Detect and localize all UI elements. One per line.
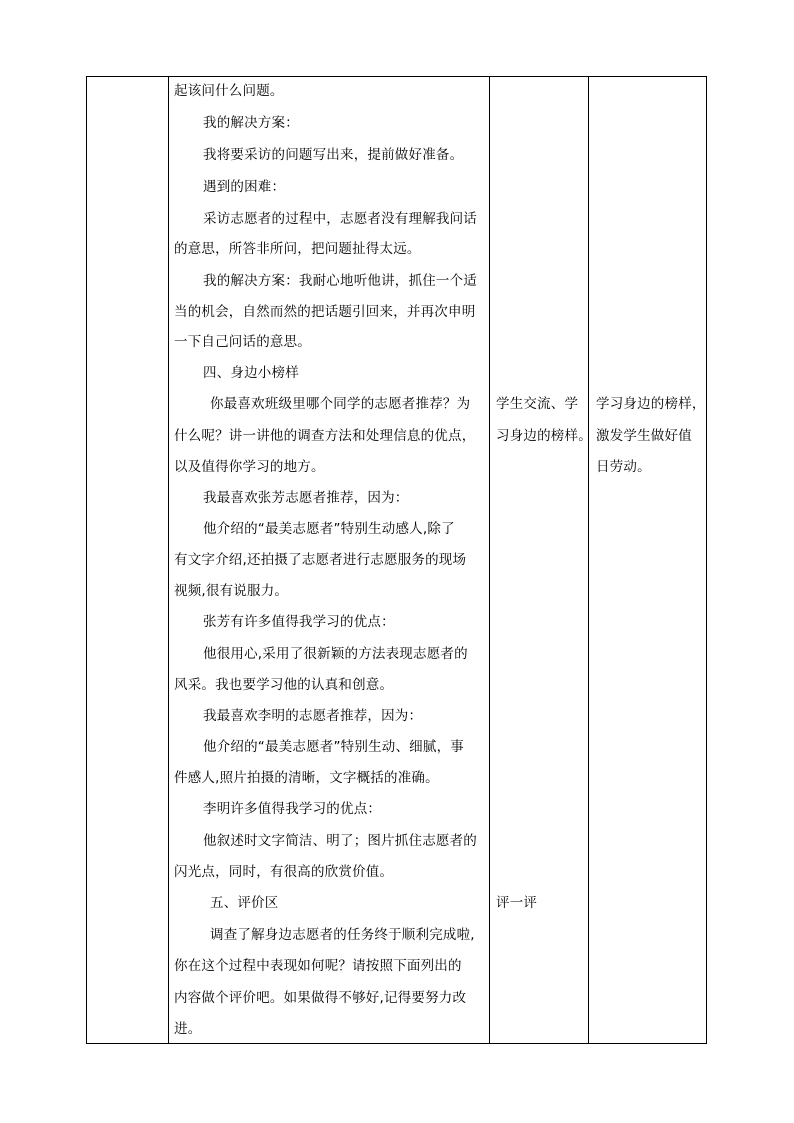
- text-line: 遇到的困难：: [203, 179, 286, 195]
- evaluation-label: 评一评: [496, 895, 538, 911]
- text-line: 他介绍的“最美志愿者”特别生动、细腻，事: [203, 739, 464, 755]
- table-divider-3: [588, 76, 589, 1044]
- text-line: 进。: [174, 1021, 202, 1037]
- text-line: 以及值得你学习的地方。: [174, 459, 325, 475]
- text-line: 他介绍的“最美志愿者”特别生动感人,除了: [203, 521, 455, 537]
- text-line: 内容做个评价吧。如果做得不够好,记得要努力改: [174, 990, 467, 1006]
- section-heading: 四、身边小榜样: [203, 365, 299, 381]
- activity-line: 习身边的榜样。: [496, 428, 592, 444]
- text-line: 风采。我也要学习他的认真和创意。: [174, 677, 394, 693]
- text-line: 我将要采访的问题写出来，提前做好准备。: [203, 147, 464, 163]
- table-divider-1: [168, 76, 169, 1044]
- text-line: 他很用心,采用了很新颖的方法表现志愿者的: [203, 646, 468, 662]
- text-line: 你在这个过程中表现如何呢？请按照下面列出的: [174, 958, 462, 974]
- section-heading: 五、评价区: [210, 895, 279, 911]
- text-line: 你最喜欢班级里哪个同学的志愿者推荐？为: [210, 396, 471, 412]
- text-line: 我最喜欢张芳志愿者推荐，因为：: [203, 490, 409, 506]
- text-line: 调查了解身边志愿者的任务终于顺利完成啦,: [210, 927, 475, 943]
- text-line: 我的解决方案：: [203, 115, 299, 131]
- text-line: 当的机会，自然而然的把话题引回来，并再次申明: [174, 304, 476, 320]
- intent-line: 日劳动。: [596, 459, 651, 475]
- table-bottom-border: [86, 1043, 707, 1044]
- text-line: 他叙述时文字简洁、明了；图片抓住志愿者的: [203, 833, 477, 849]
- table-top-border: [86, 76, 707, 77]
- intent-line: 学习身边的榜样，: [596, 396, 706, 412]
- text-line: 视频,很有说服力。: [174, 583, 289, 599]
- text-line: 有文字介绍,还拍摄了志愿者进行志愿服务的现场: [174, 552, 467, 568]
- text-line: 一下自己问话的意思。: [174, 334, 311, 350]
- text-line: 李明许多值得我学习的优点：: [203, 801, 382, 817]
- table-left-border: [86, 76, 87, 1044]
- text-line: 什么呢？讲一讲他的调查方法和处理信息的优点，: [174, 428, 476, 444]
- text-line: 采访志愿者的过程中，志愿者没有理解我问话: [203, 211, 477, 227]
- text-line: 闪光点，同时，有很高的欣赏价值。: [174, 864, 394, 880]
- text-line: 我最喜欢李明的志愿者推荐，因为：: [203, 708, 423, 724]
- text-line: 件感人,照片拍摄的清晰，文字概括的准确。: [174, 770, 439, 786]
- text-line: 我的解决方案：我耐心地听他讲，抓住一个适: [203, 273, 477, 289]
- text-line: 的意思，所答非所问，把问题扯得太远。: [174, 241, 421, 257]
- text-line: 张芳有许多值得我学习的优点：: [203, 614, 395, 630]
- intent-line: 激发学生做好值: [596, 428, 692, 444]
- text-line: 起该问什么问题。: [174, 83, 284, 99]
- activity-line: 学生交流、学: [496, 396, 579, 412]
- table-divider-2: [489, 76, 490, 1044]
- table-right-border: [706, 76, 707, 1044]
